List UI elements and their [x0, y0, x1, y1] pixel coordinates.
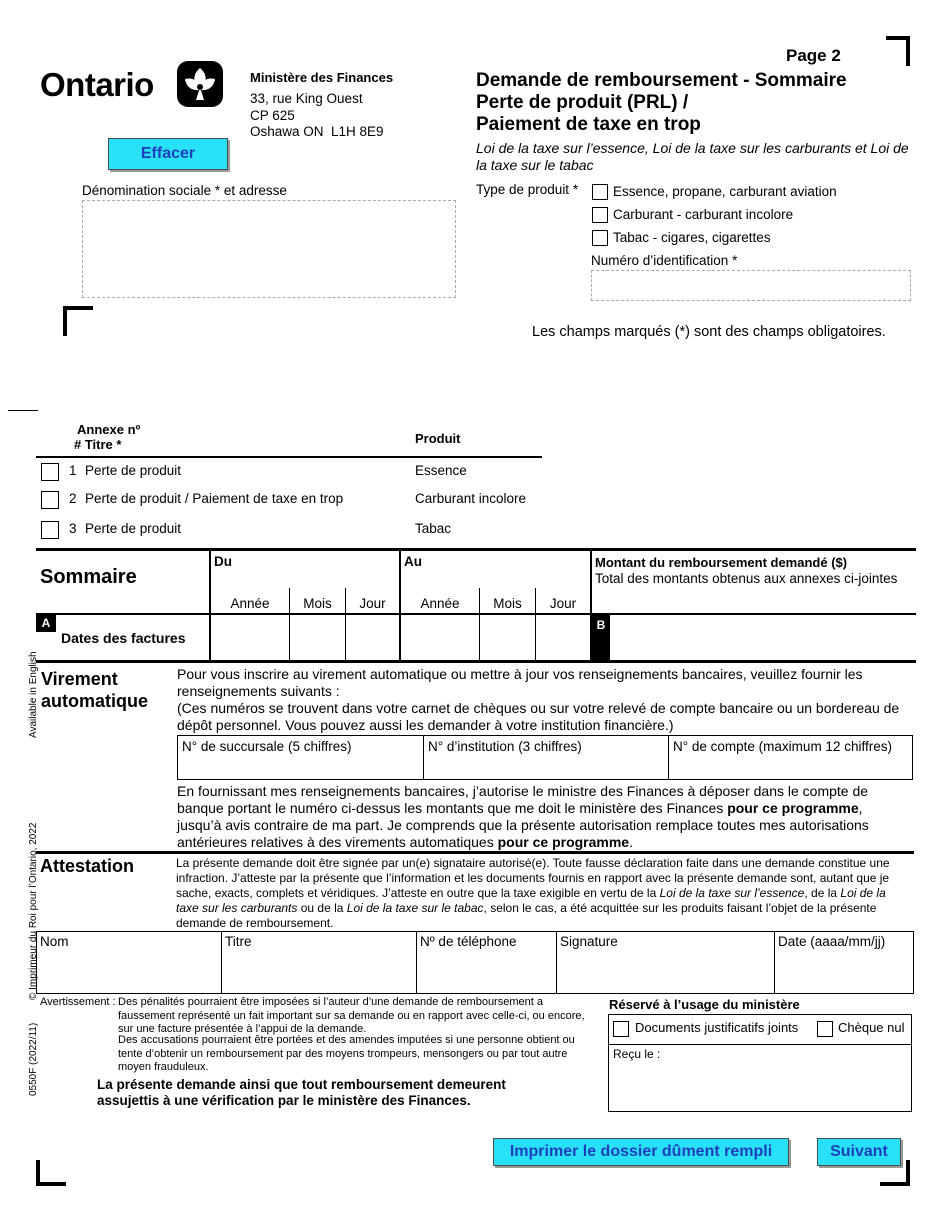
void-cheque-label: Chèque nul [838, 1020, 905, 1035]
required-note: Les champs marqués (*) sont des champs obligatoires. [532, 324, 886, 340]
schedule-checkbox-3[interactable] [41, 521, 59, 539]
invoice-dates-label: Dates des factures [61, 630, 186, 646]
address-line-2: CP 625 [250, 108, 295, 123]
attestation-text-3: ou de la [297, 901, 347, 915]
void-cheque-checkbox[interactable] [817, 1021, 833, 1037]
to-month-label: Mois [493, 596, 522, 611]
branch-number-label: N° de succursale (5 chiffres) [182, 739, 352, 754]
name-label: Nom [40, 934, 69, 949]
auth-text-2: , jusqu’à avis contraire de ma part. Je comprends que la présente autorisation remplace toutes mes autorisations antérieures relatives à des virements automatiques [177, 800, 869, 850]
next-button[interactable]: Suivant [817, 1138, 901, 1166]
form-title [476, 70, 847, 136]
product-type-option-2: Carburant - carburant incolore [613, 207, 794, 222]
from-label: Du [214, 554, 232, 569]
schedule-num-2: 2 [69, 491, 77, 506]
to-year-label: Année [420, 596, 460, 611]
attestation-top-rule [36, 851, 914, 854]
schedule-title-2: Perte de produit / Paiement de taxe en trop [85, 491, 344, 506]
from-month-field[interactable] [290, 615, 345, 660]
to-year-field[interactable] [401, 615, 479, 660]
print-button[interactable]: Imprimer le dossier dûment rempli [493, 1138, 789, 1166]
product-type-option-1: Essence, propane, carburant aviation [613, 184, 837, 199]
product-type-checkbox-3[interactable] [592, 230, 608, 246]
corner-mark-bottom-left [36, 1160, 66, 1186]
address-line-1: 33, rue King Ouest [250, 91, 363, 106]
account-number-label: N° de compte (maximum 12 chiffres) [673, 739, 892, 754]
product-type-label: Type de produit * [476, 182, 579, 197]
form-subtitle: Loi de la taxe sur l’essence, Loi de la taxe sur les carburants et Loi de la taxe sur le tabac [476, 140, 909, 173]
schedule-title-1: Perte de produit [85, 463, 182, 478]
trillium-icon [176, 60, 224, 108]
from-month-label: Mois [303, 596, 332, 611]
auth-text-1: En fournissant mes renseignements bancaires, j’autorise le ministre des Finances à déposer dans le compte de banque portant le numéro ci-dessus les montants que me doit le ministère des Finances [177, 783, 869, 816]
product-type-checkbox-2[interactable] [592, 207, 608, 223]
schedule-col1-line2: # Titre * [74, 437, 122, 452]
title-label: Titre [225, 934, 252, 949]
title-line-1: Demande de remboursement - Sommaire [476, 70, 847, 91]
schedule-col1-line1: Annexe nº [77, 422, 141, 437]
schedule-checkbox-1[interactable] [41, 463, 59, 481]
phone-label: Nº de téléphone [420, 934, 517, 949]
direct-deposit-title [41, 668, 148, 712]
to-day-field[interactable] [536, 615, 590, 660]
address-line-3: Oshawa ON L1H 8E9 [250, 124, 384, 139]
from-year-field[interactable] [211, 615, 289, 660]
to-day-label: Jour [549, 596, 577, 611]
institution-number-field[interactable] [424, 756, 667, 778]
direct-deposit-intro2: (Ces numéros se trouvent dans votre carnet de chèques ou sur votre relevé de compte bancaire ou un bordereau de dépôt personnel. Vous pouvez aussi les demander à votre institution financière.) [177, 700, 900, 733]
branch-number-field[interactable] [178, 756, 422, 778]
ontario-logo [40, 60, 230, 112]
id-number-label: Numéro d’identification * [591, 253, 738, 268]
signature-label: Signature [560, 934, 618, 949]
refund-amount-field[interactable] [612, 615, 915, 660]
supporting-docs-label: Documents justificatifs joints [635, 1020, 799, 1035]
from-day-field[interactable] [346, 615, 399, 660]
name-field[interactable] [37, 952, 220, 992]
auth-bold-2: pour ce programme [497, 834, 630, 850]
date-label: Date (aaaa/mm/jj) [778, 934, 886, 949]
account-number-field[interactable] [669, 756, 912, 778]
amount-subtitle: Total des montants obtenus aux annexes ci-jointes [595, 571, 898, 586]
schedule-checkbox-2[interactable] [41, 491, 59, 509]
attestation-text-2: , de la [804, 886, 841, 900]
summary-title: Sommaire [40, 566, 137, 588]
warning-p2: Des accusations pourraient être portées et des amendes imputées si une personne obtient ou tente d’obtenir un remboursement par des moyens trompeurs, mensongers ou par tout autre moyen frauduleux. [118, 1034, 575, 1073]
attestation-law-3: Loi de la taxe sur le tabac [346, 901, 484, 915]
schedule-product-2: Carburant incolore [415, 491, 527, 506]
schedule-product-1: Essence [415, 463, 467, 478]
summary-top-rule [36, 548, 916, 551]
auth-end: . [629, 834, 633, 850]
from-year-label: Année [230, 596, 270, 611]
company-label: Dénomination sociale * et adresse [82, 183, 287, 198]
attestation-text [176, 856, 907, 931]
summary-bottom-rule [36, 660, 916, 663]
product-type-option-3: Tabac - cigares, cigarettes [613, 230, 771, 245]
page-label: Page 2 [786, 46, 841, 65]
available-in-english: Available in English [28, 651, 39, 738]
title-line-2: Perte de produit (PRL) / [476, 92, 689, 113]
ministry-use-divider [608, 1044, 912, 1045]
attestation-law-1: Loi de la taxe sur l’essence [659, 886, 805, 900]
section-a-badge: A [36, 614, 56, 632]
from-day-label: Jour [359, 596, 386, 611]
verification-note: La présente demande ainsi que tout remboursement demeurent assujettis à une vérification par le ministère des Finances. [97, 1077, 506, 1108]
schedule-num-3: 3 [69, 521, 77, 536]
schedule-col2-header: Produit [415, 431, 461, 446]
form-number: 0550F (2022/11) [28, 1022, 39, 1096]
product-type-checkbox-1[interactable] [592, 184, 608, 200]
ministry-name: Ministère des Finances [250, 70, 394, 85]
corner-mark-top-right [886, 36, 910, 66]
ministry-use-title: Réservé à l’usage du ministère [609, 997, 800, 1012]
direct-deposit-title-line1: Virement [41, 669, 118, 689]
section-b-badge: B [592, 614, 610, 660]
phone-field[interactable] [417, 952, 555, 992]
direct-deposit-title-line2: automatique [41, 691, 149, 711]
schedule-col1-header [74, 422, 140, 452]
to-label: Au [404, 554, 422, 569]
title-line-3: Paiement de taxe en trop [476, 114, 701, 135]
attestation-title: Attestation [40, 856, 134, 876]
warning-lead: Avertissement : [40, 996, 119, 1008]
schedule-title-3: Perte de produit [85, 521, 182, 536]
schedule-header-rule [36, 456, 542, 458]
amount-title: Montant du remboursement demandé ($) [595, 555, 848, 570]
institution-number-label: N° d’institution (3 chiffres) [428, 739, 582, 754]
corner-mark-top-left [63, 306, 93, 336]
fold-mark [8, 410, 38, 411]
clear-button[interactable]: Effacer [108, 138, 228, 170]
supporting-docs-checkbox[interactable] [613, 1021, 629, 1037]
schedule-num-1: 1 [69, 463, 77, 478]
attestation-law-2: Loi de la taxe sur les carburants [176, 886, 886, 915]
title-field[interactable] [222, 952, 415, 992]
schedule-product-3: Tabac [415, 521, 452, 536]
id-number-field[interactable] [591, 270, 911, 301]
copyright-text: © Imprimeur du Roi pour l’Ontario, 2022 [28, 822, 39, 1000]
date-field[interactable] [775, 952, 913, 992]
to-month-field[interactable] [480, 615, 535, 660]
attestation-text-4: , selon le cas, a été acquittée sur les produits faisant l’objet de la présente demande de remboursement. [176, 901, 877, 930]
auth-bold-1: pour ce programme [727, 800, 859, 816]
attestation-text-1: La présente demande doit être signée par un(e) signataire autorisé(e). Toute fausse déclaration faite dans une demande constitue une infraction. J’atteste par la présente que l’information et les documents fournis en rapport avec la présente demande sont, autant que je sache, exacts, complets et véridiques. J’atteste en outre que la taxe exigible en vertu de la [176, 856, 890, 900]
logo-text: Ontario [40, 66, 154, 103]
warning-p1: Des pénalités pourraient être imposées si l’auteur d’une demande de remboursement a faussement représenté un fait important sur sa demande ou en rapport avec celle-ci, ou encore, sur une facture présentée à l’appui de la demande. [118, 996, 585, 1035]
deposit-authorization [177, 783, 907, 851]
signature-field[interactable] [557, 952, 773, 992]
received-label: Reçu le : [613, 1047, 661, 1061]
direct-deposit-intro: Pour vous inscrire au virement automatique ou mettre à jour vos renseignements bancaires, veuillez fournir les renseignements suivants : [177, 666, 863, 699]
company-address-field[interactable] [82, 200, 456, 298]
